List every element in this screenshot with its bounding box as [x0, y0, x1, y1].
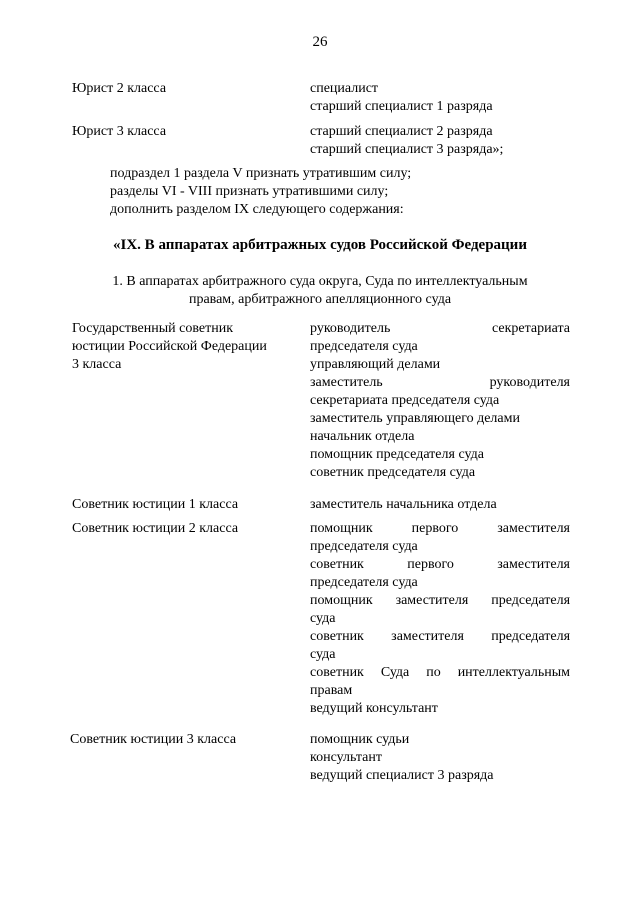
subsection-heading — [0, 273, 640, 309]
position-line: начальник отдела — [310, 429, 415, 444]
positions-counselor-2 — [310, 520, 570, 718]
position-line: помощник заместителя председателя — [310, 593, 571, 608]
position-line: советник первого заместителя — [310, 557, 570, 572]
positions-lawyer-2 — [310, 80, 570, 116]
position-line: ведущий специалист 3 разряда — [310, 768, 494, 783]
positions-lawyer-3 — [310, 123, 570, 159]
position-line: советник заместителя председателя — [310, 629, 571, 644]
rank-lawyer-2: Юрист 2 класса — [72, 81, 167, 96]
position-line: помощник председателя суда — [310, 447, 484, 462]
positions-state-counselor — [310, 320, 570, 482]
rank-counselor-3: Советник юстиции 3 класса — [70, 732, 237, 747]
rank-counselor-2: Советник юстиции 2 класса — [72, 521, 239, 536]
rank-line: юстиции Российской Федерации — [72, 339, 267, 354]
position-line: правам — [310, 683, 353, 698]
position-line: управляющий делами — [310, 357, 441, 372]
position-line: суда — [310, 647, 336, 662]
paragraph: подраздел 1 раздела V признать утратившим силу; — [110, 166, 412, 181]
rank-lawyer-3: Юрист 3 класса — [72, 124, 167, 139]
position-line: ведущий консультант — [310, 701, 438, 716]
positions-counselor-1 — [310, 496, 570, 514]
subsection-heading-line: 1. В аппаратах арбитражного суда округа, Суда по интеллектуальным — [112, 274, 528, 289]
position-line: суда — [310, 611, 336, 626]
rank-counselor-1: Советник юстиции 1 класса — [72, 497, 239, 512]
position-line: помощник первого заместителя — [310, 521, 570, 536]
position-line: старший специалист 2 разряда — [310, 124, 493, 139]
position-line: старший специалист 3 разряда»; — [310, 142, 504, 157]
position-line: председателя суда — [310, 575, 418, 590]
position-line: руководитель секретариата — [310, 321, 570, 336]
position-line: советник председателя суда — [310, 465, 476, 480]
position-line: помощник судьи — [310, 732, 410, 747]
position-line: заместитель начальника отдела — [310, 497, 497, 512]
position-line: председателя суда — [310, 539, 418, 554]
section-heading: «IX. В аппаратах арбитражных судов Российской Федерации — [113, 237, 527, 253]
rank-line: Государственный советник — [72, 321, 234, 336]
position-line: старший специалист 1 разряда — [310, 99, 493, 114]
subsection-heading-line: правам, арбитражного апелляционного суда — [188, 292, 452, 307]
page-number: 26 — [312, 34, 328, 50]
position-line: советник Суда по интеллектуальным — [310, 665, 571, 680]
position-line: секретариата председателя суда — [310, 393, 500, 408]
position-line: специалист — [310, 81, 379, 96]
amendment-paragraphs — [110, 165, 590, 219]
rank-state-counselor — [72, 320, 302, 374]
position-line: заместитель руководителя — [310, 375, 570, 390]
position-line: консультант — [310, 750, 382, 765]
rank-line: 3 класса — [72, 357, 122, 372]
paragraph: дополнить разделом IX следующего содержания: — [110, 202, 404, 217]
positions-counselor-3 — [310, 731, 570, 785]
position-line: заместитель управляющего делами — [310, 411, 520, 426]
position-line: председателя суда — [310, 339, 418, 354]
paragraph: разделы VI - VIII признать утратившими силу; — [110, 184, 389, 199]
